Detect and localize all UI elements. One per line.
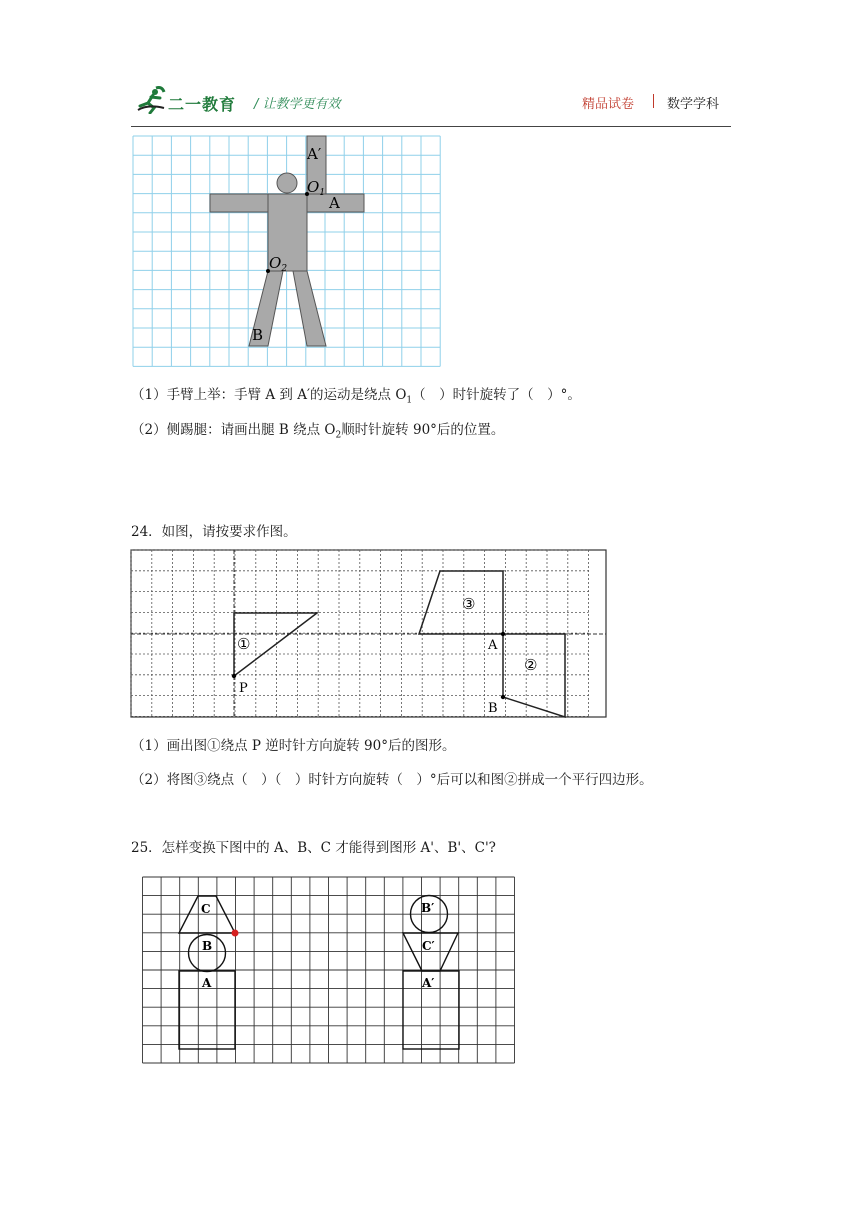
label-shape-3: ③	[462, 595, 476, 613]
point-a	[501, 632, 505, 636]
q23-p1-sub: 1	[406, 395, 413, 406]
q23-part1	[131, 383, 581, 406]
q24-part1: （1）画出图①绕点 P 逆时针方向旋转 90°后的图形。	[131, 738, 456, 754]
header-rule	[131, 126, 731, 127]
trapezoid-3	[419, 571, 503, 634]
label-a-prime: A′	[422, 976, 435, 990]
logo-text: 二一教育	[168, 95, 237, 114]
transform-grid-25	[142, 876, 516, 1068]
label-b: B	[252, 326, 264, 344]
rotation-grid-24	[130, 549, 608, 719]
q24-title: 24．如图，请按要求作图。	[131, 524, 297, 540]
q23-p2-text: （2）侧踢腿：请画出腿 B 绕点 O	[131, 422, 336, 438]
dotted-grid-lines	[131, 550, 589, 716]
label-shape-1: ①	[237, 635, 251, 653]
label-a: A	[488, 638, 498, 653]
trapezoid-2	[503, 634, 565, 717]
q25-title: 25．怎样变换下图中的 A、B、C 才能得到图形 A'、B'、C'?	[131, 840, 496, 856]
q23-part2	[131, 418, 504, 441]
label-c-prime: C′	[422, 939, 435, 953]
label-a: A	[202, 976, 212, 990]
exam-tag: 精品试卷	[582, 97, 635, 112]
point-b	[501, 695, 505, 699]
label-a: A	[329, 194, 340, 212]
header-divider	[653, 94, 654, 108]
q23-p1-tail: （ ）时针旋转了（ ）°。	[412, 387, 581, 403]
q23-p2-sub: 2	[335, 430, 342, 441]
label-o1-sub: 1	[319, 188, 326, 198]
point-p	[232, 674, 236, 678]
label-c: C	[201, 902, 211, 916]
label-shape-2: ②	[524, 656, 538, 674]
label-b: B	[488, 701, 498, 716]
slogan: / 让教学更有效	[254, 97, 341, 112]
q24-part2: （2）将图③绕点（ ）（ ）时针方向旋转（ ）°后可以和图②拼成一个平行四边形。	[131, 772, 653, 788]
head	[277, 173, 297, 193]
body-figure-grid	[131, 134, 443, 368]
label-a-prime: A′	[307, 145, 322, 163]
label-p: P	[239, 681, 248, 696]
label-b: B	[202, 939, 213, 953]
rotation-point	[232, 930, 239, 937]
label-o2-sub: 2	[281, 264, 288, 274]
q23-p2-tail: 顺时针旋转 90°后的位置。	[341, 422, 505, 438]
runner-logo-icon	[136, 84, 170, 114]
subject-tag: 数学学科	[667, 97, 720, 112]
label-o2: O	[269, 254, 282, 272]
label-o1: O	[307, 178, 320, 196]
q23-p1-text: （1）手臂上举：手臂 A 到 A′的运动是绕点 O	[131, 387, 407, 403]
label-b-prime: B′	[421, 901, 435, 915]
